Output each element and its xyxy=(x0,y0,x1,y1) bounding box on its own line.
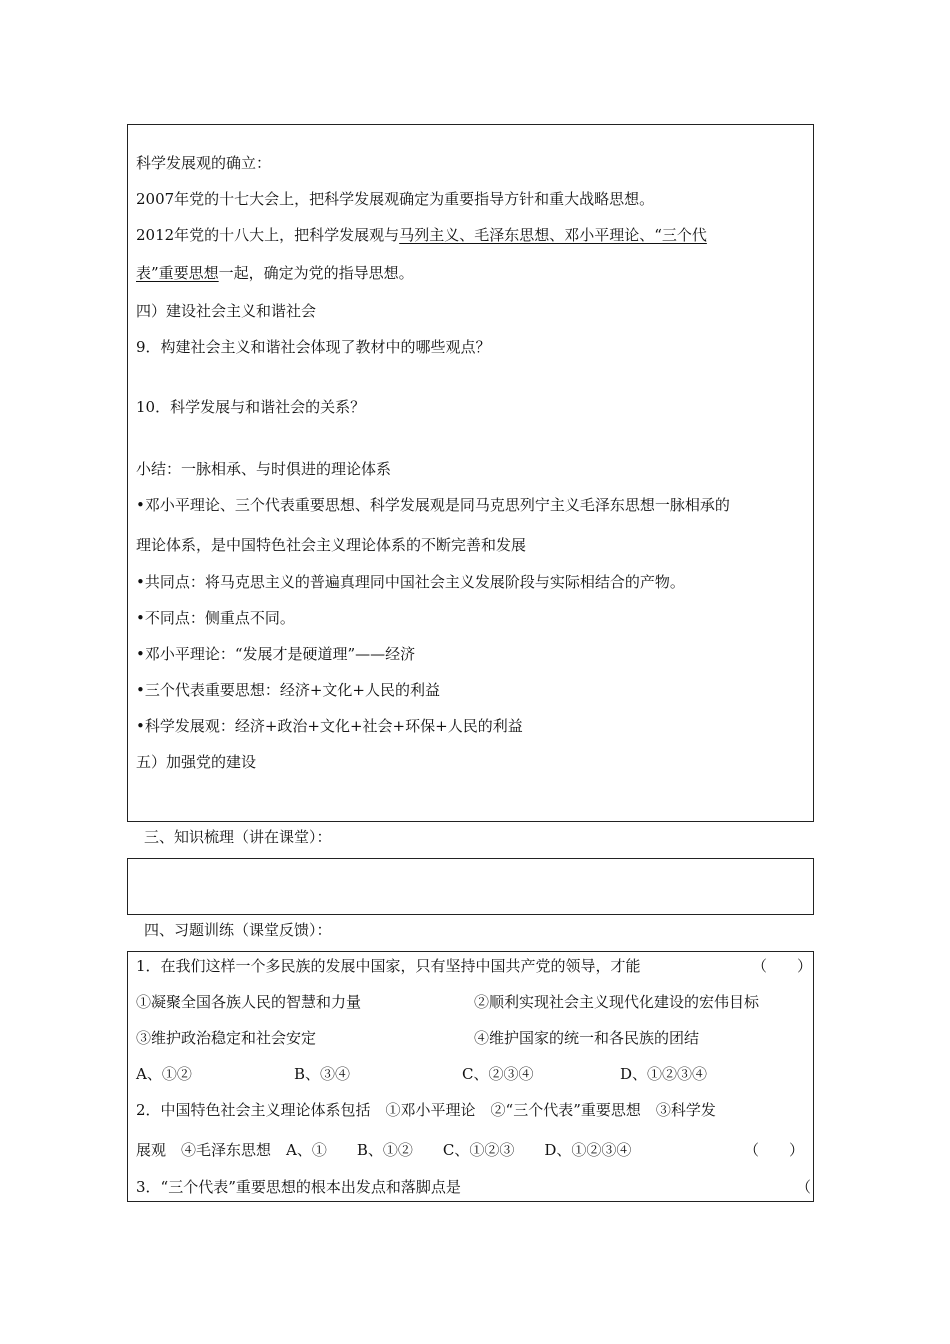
question-10: 10．科学发展与和谐社会的关系？ xyxy=(136,398,366,416)
exercise-box xyxy=(127,951,814,1202)
section-heading-exercises: 四、习题训练（课堂反馈）： xyxy=(144,921,332,939)
question-2-cont: 展观 ④毛泽东思想 A、① B、①② C、①②③ D、①②③④ xyxy=(136,1141,632,1159)
option: ①凝聚全国各族人民的智慧和力量 xyxy=(136,993,362,1011)
section-title: 五）加强党的建设 xyxy=(136,753,257,771)
choice-c: C、②③④ xyxy=(462,1065,534,1083)
bullet-line: •邓小平理论、三个代表重要思想、科学发展观是同马克思列宁主义毛泽东思想一脉相承的 xyxy=(136,496,730,514)
underlined-text: 表”重要思想 xyxy=(136,264,219,282)
question-1: 1．在我们这样一个多民族的发展中国家，只有坚持中国共产党的领导，才能 xyxy=(136,957,641,975)
choice-a: A、①② xyxy=(136,1065,192,1083)
option: ④维护国家的统一和各民族的团结 xyxy=(474,1029,700,1047)
text-line-2012-cont xyxy=(136,263,414,283)
summary-title: 小结：一脉相承、与时俱进的理论体系 xyxy=(136,460,392,478)
option: ②顺利实现社会主义现代化建设的宏伟目标 xyxy=(474,993,760,1011)
answer-paren: （ ） xyxy=(752,957,813,975)
text-line-2012 xyxy=(136,225,707,245)
section-heading-knowledge: 三、知识梳理（讲在课堂）： xyxy=(144,828,332,846)
bullet-line-cont: 理论体系，是中国特色社会主义理论体系的不断完善和发展 xyxy=(136,536,527,554)
answer-paren: （ xyxy=(796,1178,812,1196)
section-title: 四）建设社会主义和谐社会 xyxy=(136,302,317,320)
choice-b: B、③④ xyxy=(294,1065,351,1083)
answer-paren: （ ） xyxy=(744,1141,805,1159)
question-2: 2．中国特色社会主义理论体系包括 ①邓小平理论 ②“三个代表”重要思想 ③科学发 xyxy=(136,1101,716,1119)
text-segment: 2012年党的十八大上，把科学发展观与 xyxy=(136,226,400,244)
content-box-scientific-outlook xyxy=(127,124,814,822)
empty-answer-box xyxy=(127,858,814,915)
text-line: 2007年党的十七大会上，把科学发展观确定为重要指导方针和重大战略思想。 xyxy=(136,190,655,208)
question-9: 9．构建社会主义和谐社会体现了教材中的哪些观点？ xyxy=(136,338,491,356)
choice-d: D、①②③④ xyxy=(620,1065,708,1083)
text-line: 科学发展观的确立： xyxy=(136,154,272,172)
option: ③维护政治稳定和社会安定 xyxy=(136,1029,317,1047)
bullet-line: •不同点：侧重点不同。 xyxy=(136,609,295,627)
underlined-text: 马列主义、毛泽东思想、邓小平理论、“三个代 xyxy=(399,226,707,244)
bullet-line: •三个代表重要思想：经济+文化+人民的利益 xyxy=(136,681,440,699)
text-segment: 一起，确定为党的指导思想。 xyxy=(218,264,414,282)
question-3: 3．“三个代表”重要思想的根本出发点和落脚点是 xyxy=(136,1178,461,1196)
bullet-line: •共同点：将马克思主义的普遍真理同中国社会主义发展阶段与实际相结合的产物。 xyxy=(136,573,685,591)
bullet-line: •科学发展观：经济+政治+文化+社会+环保+人民的利益 xyxy=(136,717,523,735)
bullet-line: •邓小平理论：“发展才是硬道理”——经济 xyxy=(136,645,416,663)
